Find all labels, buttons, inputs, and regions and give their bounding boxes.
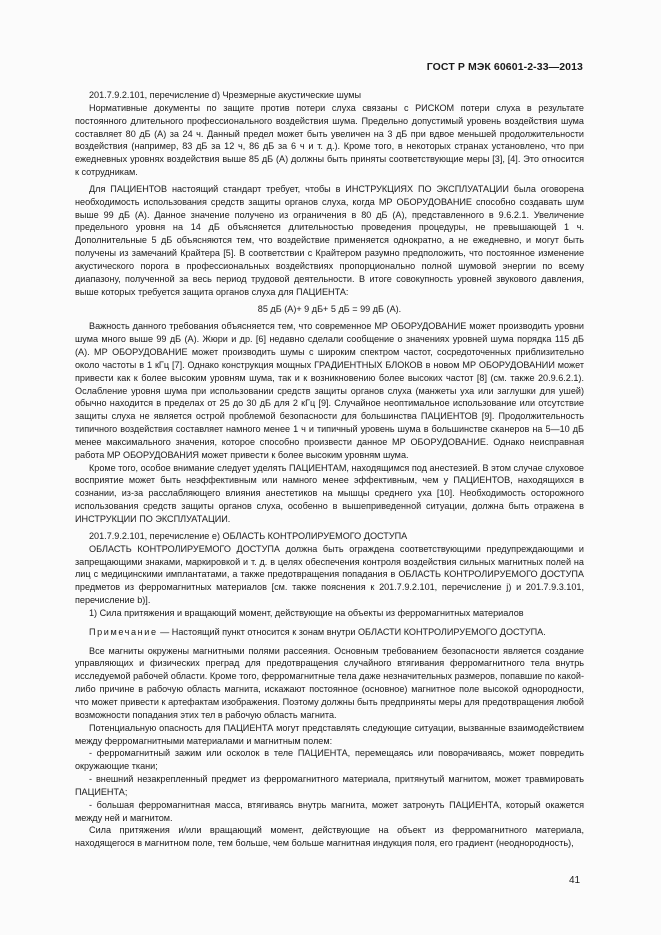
section-title-e: 201.7.9.2.101, перечисление е) ОБЛАСТЬ КОНТРОЛИРУЕМОГО ДОСТУПА bbox=[89, 530, 408, 541]
list-item: 1) Сила притяжения и вращающий момент, действующие на объекты из ферромагнитных материалов bbox=[89, 607, 524, 618]
paragraph: Все магниты окружены магнитными полями рассеяния. Основным требованием безопасности является создание управляющих и физических преград для предотвращения случайного втягивания ферромагнитного тела внутрь исследуемой рабочей области. Кроме того, ферромагнитные тела даже незначительных размеров, попавшие по какой-либо причине в рабочую область магнита, искажают постоянное (основное) магнитное поле высокой однородности, что может привести к артефактам изображения. Поэтому должны быть предприняты меры для предотвращения любой возможности попадания этих тел в рабочую область магнита. bbox=[75, 645, 584, 720]
paragraph: ОБЛАСТЬ КОНТРОЛИРУЕМОГО ДОСТУПА должна быть ограждена соответствующими предупреждающими и запрещающими знаками, маркировкой и т. д. в целях обеспечения контроля воздействия сильных магнитных полей на лиц с медицинскими имплантатами, а также предотвращения попадания в ОБЛАСТЬ КОНТРОЛИРУЕМОГО ДОСТУПА предметов из ферромагнитных материалов [см. также пояснения к 201.7.9.2.101, перечисление j) и 201.7.9.3.101, перечисление b)]. bbox=[75, 543, 584, 606]
note bbox=[75, 626, 584, 639]
formula: 85 дБ (А)+ 9 дБ+ 5 дБ = 99 дБ (А). bbox=[257, 303, 402, 314]
note-text: — Настоящий пункт относится к зонам внутри ОБЛАСТИ КОНТРОЛИРУЕМОГО ДОСТУПА. bbox=[157, 626, 546, 637]
document-body bbox=[75, 89, 584, 850]
paragraph: Для ПАЦИЕНТОВ настоящий стандарт требует, чтобы в ИНСТРУКЦИЯХ ПО ЭКСПЛУАТАЦИИ была оговорена необходимость использования средств защиты органов слуха, когда МР ОБОРУДОВАНИЕ способно создавать шум выше 99 дБ (А). Данное значение получено из ограничения в 80 дБ (А), представленного в 9.6.2.1. Увеличение предельного уровня на 14 дБ объясняется длительностью проведения процедуры, не превышающей 1 ч. Дополнительные 5 дБ объясняются тем, что воздействие применяется однократно, а не ежедневно, и могут быть получены из замечаний Крайтера [5]. В соответствии с Крайтером разумно предположить, что постоянное изменение акустического порога в профессиональных воздействиях пропорционально полной шумовой энергии по всему диапазону, полученной за весь период трудовой деятельности. В итоге совокупность уровней звукового давления, выше которых требуется защита органов слуха для ПАЦИЕНТА: bbox=[75, 183, 584, 297]
note-label: Примечание bbox=[89, 626, 158, 637]
paragraph: Кроме того, особое внимание следует уделять ПАЦИЕНТАМ, находящимся под анестезией. В этом случае слуховое восприятие может быть неэффективным или намного менее эффективным, чем у ПАЦИЕНТОВ, находящихся в сознании, из-за расслабляющего влияния анестетиков на мышцы среднего уха [10]. Необходимость осторожного использования средств защиты органов слуха, особенно в вышеприведенной ситуации, должна быть отражена в ИНСТРУКЦИИ ПО ЭКСПЛУАТАЦИИ. bbox=[75, 462, 584, 524]
paragraph: Важность данного требования объясняется тем, что современное МР ОБОРУДОВАНИЕ может производить уровни шума много выше 99 дБ (А). Жюри и др. [6] недавно сделали сообщение о значениях уровней шума порядка 115 дБ (А). МР ОБОРУДОВАНИЕ может производить шумы с широким спектром частот, сосредоточенных приблизительно около частоты в 1 кГц [7]. Однако конструкция мощных ГРАДИЕНТНЫХ БЛОКОВ в новом МР ОБОРУДОВАНИИ может привести как к более высоким уровням шума, так и к возникновению более высоких частот [8] (см. также 20.9.6.2.1). Ослабление уровня шума при использовании средств защиты органов слуха (манжеты уха или заглушки для ушей) обычно находится в пределах от 25 до 30 дБ для 2 кГц [9]. Случайное неоптимальное использование или отсутствие защиты слуха не является острой проблемой безопасности для большинства ПАЦИЕНТОВ [9]. Продолжительность типичного воздействия составляет намного менее 1 ч и типичный уровень шума в большинстве сканеров на 5—10 дБ менее максимального значения, которое способно произвести данное МР ОБОРУДОВАНИЕ. Однако неисправная работа МР ОБОРУДОВАНИЯ может привести к более высоким уровням шума. bbox=[75, 321, 584, 460]
paragraph: Сила притяжения и/или вращающий момент, действующие на объект из ферромагнитного материала, находящегося в магнитном поле, тем больше, чем больше магнитная индукция поля, его градиент (неоднородность), bbox=[75, 825, 584, 849]
list-item: - ферромагнитный зажим или осколок в теле ПАЦИЕНТА, перемещаясь или поворачиваясь, может повредить окружающие ткани; bbox=[75, 748, 584, 772]
section-title-d: 201.7.9.2.101, перечисление d) Чрезмерные акустические шумы bbox=[89, 90, 362, 100]
standard-header: ГОСТ Р МЭК 60601-2-33—2013 bbox=[426, 61, 583, 73]
paragraph: Потенциальную опасность для ПАЦИЕНТА могут представлять следующие ситуации, вызванные взаимодействием между ферромагнитными материалами и магнитным полем: bbox=[75, 722, 584, 746]
list-item: - большая ферромагнитная масса, втягиваясь внутрь магнита, может затронуть ПАЦИЕНТА, который окажется между ней и магнитом. bbox=[75, 799, 584, 823]
paragraph: Нормативные документы по защите против потери слуха связаны с РИСКОМ потери слуха в результате постоянного длительного профессионального воздействия шума. Предельно допустимый уровень воздействия шума составляет 80 дБ (А) за 24 ч. Данный предел может быть увеличен на 3 дБ при вдвое меньшей продолжительности воздействия (например, 83 дБ за 12 ч, 86 дБ за 6 ч и т. д.). Кроме того, в некоторых странах установлено, что при ежедневных уровнях воздействия выше 85 дБ (А) должны быть приняты соответствующие меры [3], [4]. Это относится к сотрудникам. bbox=[75, 102, 584, 178]
page-number: 41 bbox=[569, 875, 581, 886]
list-item: - внешний незакрепленный предмет из ферромагнитного материала, притянутый магнитом, может травмировать ПАЦИЕНТА; bbox=[75, 774, 584, 797]
